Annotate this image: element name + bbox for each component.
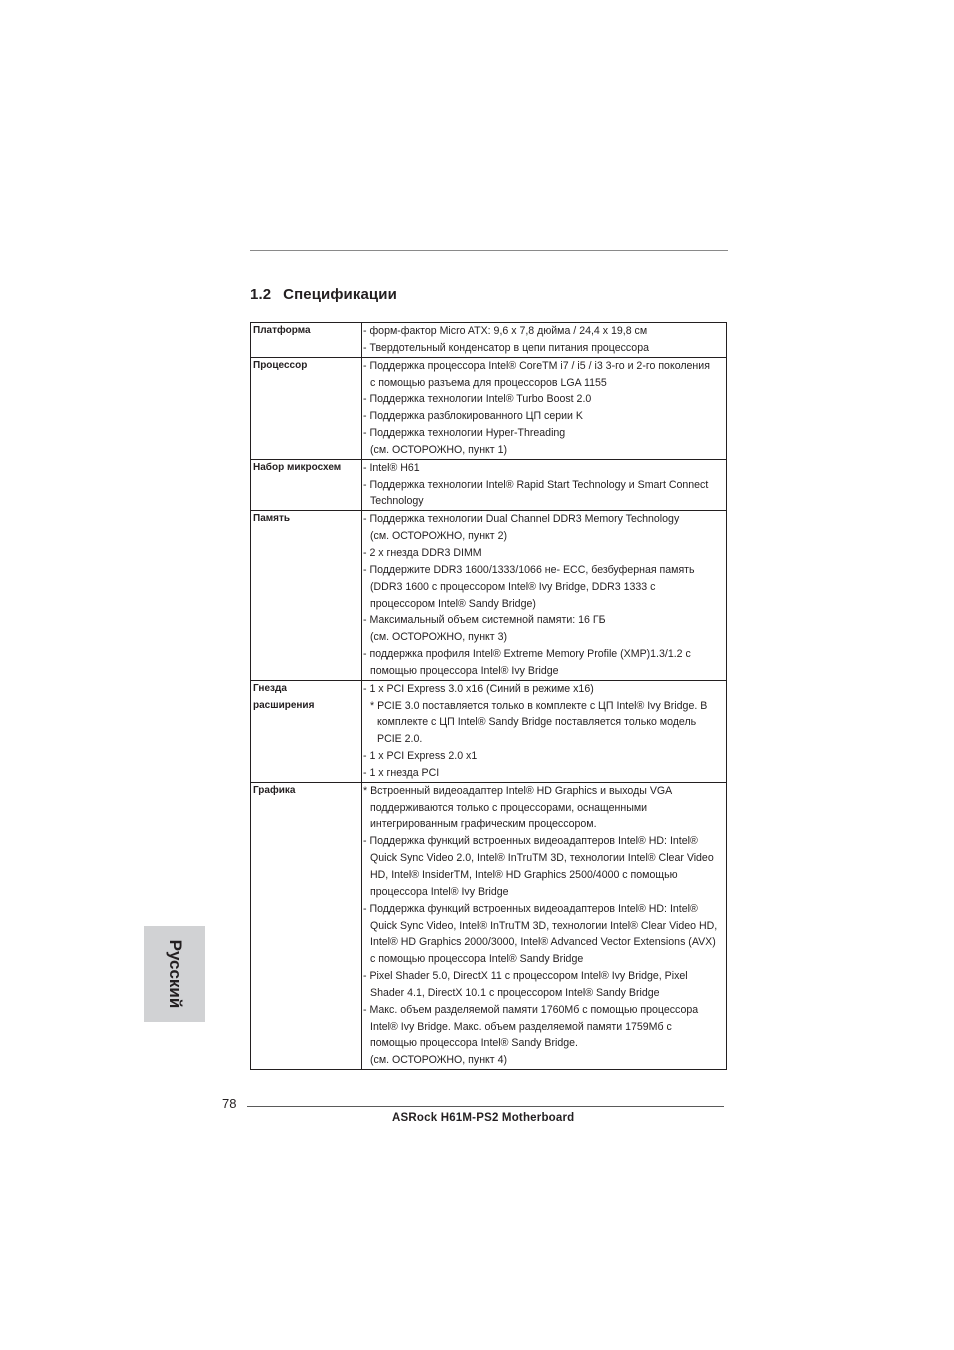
spec-label-line: расширения bbox=[253, 699, 315, 711]
spec-content bbox=[362, 782, 727, 1069]
spec-line: HD, Intel® InsiderTM, Intel® HD Graphics 2500/4000 с помощью bbox=[370, 869, 678, 881]
section-number: 1.2 bbox=[250, 286, 272, 303]
spec-line: - Твердотельный конденсатор в цепи питания процессора bbox=[363, 341, 649, 354]
spec-line: Intel® HD Graphics 2000/3000, Intel® Advanced Vector Extensions (AVX) bbox=[370, 936, 716, 949]
spec-line: процессором Intel® Sandy Bridge) bbox=[370, 597, 536, 610]
spec-line: - Поддержка процессора Intel® CoreTM i7 / i5 / i3 3-го и 2-го поколения bbox=[363, 359, 710, 372]
spec-content bbox=[362, 511, 727, 680]
spec-content bbox=[362, 459, 727, 511]
spec-row bbox=[251, 357, 727, 459]
language-tab-label: Русский bbox=[165, 939, 185, 1009]
spec-label-line: Гнезда bbox=[253, 682, 287, 694]
spec-label bbox=[251, 459, 362, 511]
section-title: Спецификации bbox=[283, 286, 397, 303]
spec-content bbox=[362, 357, 727, 459]
spec-line: - Поддержка функций встроенных видеоадаптеров Intel® HD: Intel® bbox=[363, 835, 698, 848]
spec-row bbox=[251, 680, 727, 782]
spec-line: - Макс. объем разделяемой памяти 1760Мб с помощью процессора bbox=[363, 1003, 699, 1016]
spec-label-line: Процессор bbox=[253, 359, 308, 371]
spec-row bbox=[251, 459, 727, 511]
spec-row bbox=[251, 782, 727, 1069]
spec-line: с помощью процессора Intel® Sandy Bridge bbox=[370, 953, 584, 966]
spec-line: (см. ОСТОРОЖНО, пункт 3) bbox=[370, 631, 508, 644]
spec-line: Quick Sync Video 2.0, Intel® InTruTM 3D, технологии Intel® Clear Video bbox=[370, 852, 714, 865]
spec-line: (см. ОСТОРОЖНО, пункт 1) bbox=[370, 443, 508, 456]
spec-line: - Поддержка технологии Intel® Turbo Boost 2.0 bbox=[363, 393, 592, 406]
spec-line: - 2 x гнезда DDR3 DIMM bbox=[363, 546, 482, 559]
spec-line: Intel® Ivy Bridge. Макс. объем разделяемой памяти 1759Мб с bbox=[370, 1020, 672, 1033]
spec-line: - Поддержка технологии Intel® Rapid Start Technology и Smart Connect bbox=[363, 478, 709, 491]
spec-line: - Поддержка разблокированного ЦП серии K bbox=[363, 410, 583, 423]
spec-label bbox=[251, 680, 362, 782]
spec-line: - Поддержите DDR3 1600/1333/1066 не- ECC, безбуферная память bbox=[363, 563, 695, 576]
spec-line: - Intel® H61 bbox=[363, 461, 420, 474]
spec-line: - 1 x PCI Express 2.0 x1 bbox=[363, 750, 478, 763]
spec-line: с помощью разъема для процессоров LGA 1155 bbox=[370, 376, 607, 389]
spec-line: - Pixel Shader 5.0, DirectX 11 с процессором Intel® Ivy Bridge, Pixel bbox=[363, 970, 688, 983]
spec-line: - форм-фактор Micro ATX: 9,6 x 7,8 дюйма / 24,4 x 19,8 см bbox=[363, 325, 648, 337]
spec-label-line: Память bbox=[253, 513, 291, 525]
spec-row bbox=[251, 323, 727, 358]
spec-line: Shader 4.1, DirectX 10.1 с процессором Intel® Sandy Bridge bbox=[370, 986, 660, 999]
top-rule bbox=[250, 250, 728, 251]
spec-line: - поддержка профиля Intel® Extreme Memory Profile (XMP)1.3/1.2 с bbox=[363, 648, 691, 661]
spec-line: Technology bbox=[370, 495, 424, 508]
spec-line: помощью процессора Intel® Sandy Bridge. bbox=[370, 1037, 578, 1050]
spec-line: (см. ОСТОРОЖНО, пункт 4) bbox=[370, 1054, 508, 1067]
language-tab bbox=[144, 926, 205, 1022]
spec-line: - Поддержка технологии Dual Channel DDR3 Memory Technology bbox=[363, 513, 680, 526]
spec-label bbox=[251, 357, 362, 459]
spec-label-line: Набор микросхем bbox=[253, 461, 342, 473]
spec-line: * Встроенный видеоадаптер Intel® HD Graphics и выходы VGA bbox=[363, 784, 673, 797]
spec-row bbox=[251, 511, 727, 680]
spec-label-line: Графика bbox=[253, 784, 296, 796]
section-heading bbox=[250, 286, 397, 303]
spec-line: - Поддержка технологии Hyper-Threading bbox=[363, 427, 566, 440]
spec-line: - 1 x PCI Express 3.0 x16 (Синий в режиме x16) bbox=[363, 682, 594, 695]
spec-line: * PCIE 3.0 поставляется только в комплекте с ЦП Intel® Ivy Bridge. В bbox=[370, 699, 708, 712]
spec-line: Quick Sync Video, Intel® InTruTM 3D, технологии Intel® Clear Video HD, bbox=[370, 919, 718, 932]
spec-line: - Максимальный объем системной памяти: 16 ГБ bbox=[363, 614, 606, 627]
spec-line: помощью процессора Intel® Ivy Bridge bbox=[370, 664, 559, 677]
spec-line: комплекте с ЦП Intel® Sandy Bridge поставляется только модель bbox=[377, 716, 697, 729]
page-number: 78 bbox=[222, 1096, 237, 1111]
spec-table bbox=[250, 322, 727, 1070]
spec-label-line: Платформа bbox=[253, 325, 311, 336]
spec-line: поддерживаются только с процессорами, оснащенными bbox=[370, 801, 648, 814]
spec-line: (см. ОСТОРОЖНО, пункт 2) bbox=[370, 530, 508, 543]
spec-line: - 1 x гнезда PCI bbox=[363, 766, 440, 779]
spec-line: процессора Intel® Ivy Bridge bbox=[370, 885, 509, 898]
spec-label bbox=[251, 782, 362, 1069]
spec-line: PCIE 2.0. bbox=[377, 733, 423, 746]
spec-label bbox=[251, 511, 362, 680]
spec-line: интегрированным графическим процессором. bbox=[370, 818, 597, 831]
spec-content bbox=[362, 680, 727, 782]
spec-content bbox=[362, 323, 727, 358]
footer-product-title: ASRock H61M-PS2 Motherboard bbox=[392, 1112, 575, 1124]
spec-line: - Поддержка функций встроенных видеоадаптеров Intel® HD: Intel® bbox=[363, 902, 698, 915]
spec-line: (DDR3 1600 с процессором Intel® Ivy Bridge, DDR3 1333 с bbox=[370, 580, 656, 593]
spec-label bbox=[251, 323, 362, 358]
footer-rule bbox=[247, 1106, 724, 1107]
